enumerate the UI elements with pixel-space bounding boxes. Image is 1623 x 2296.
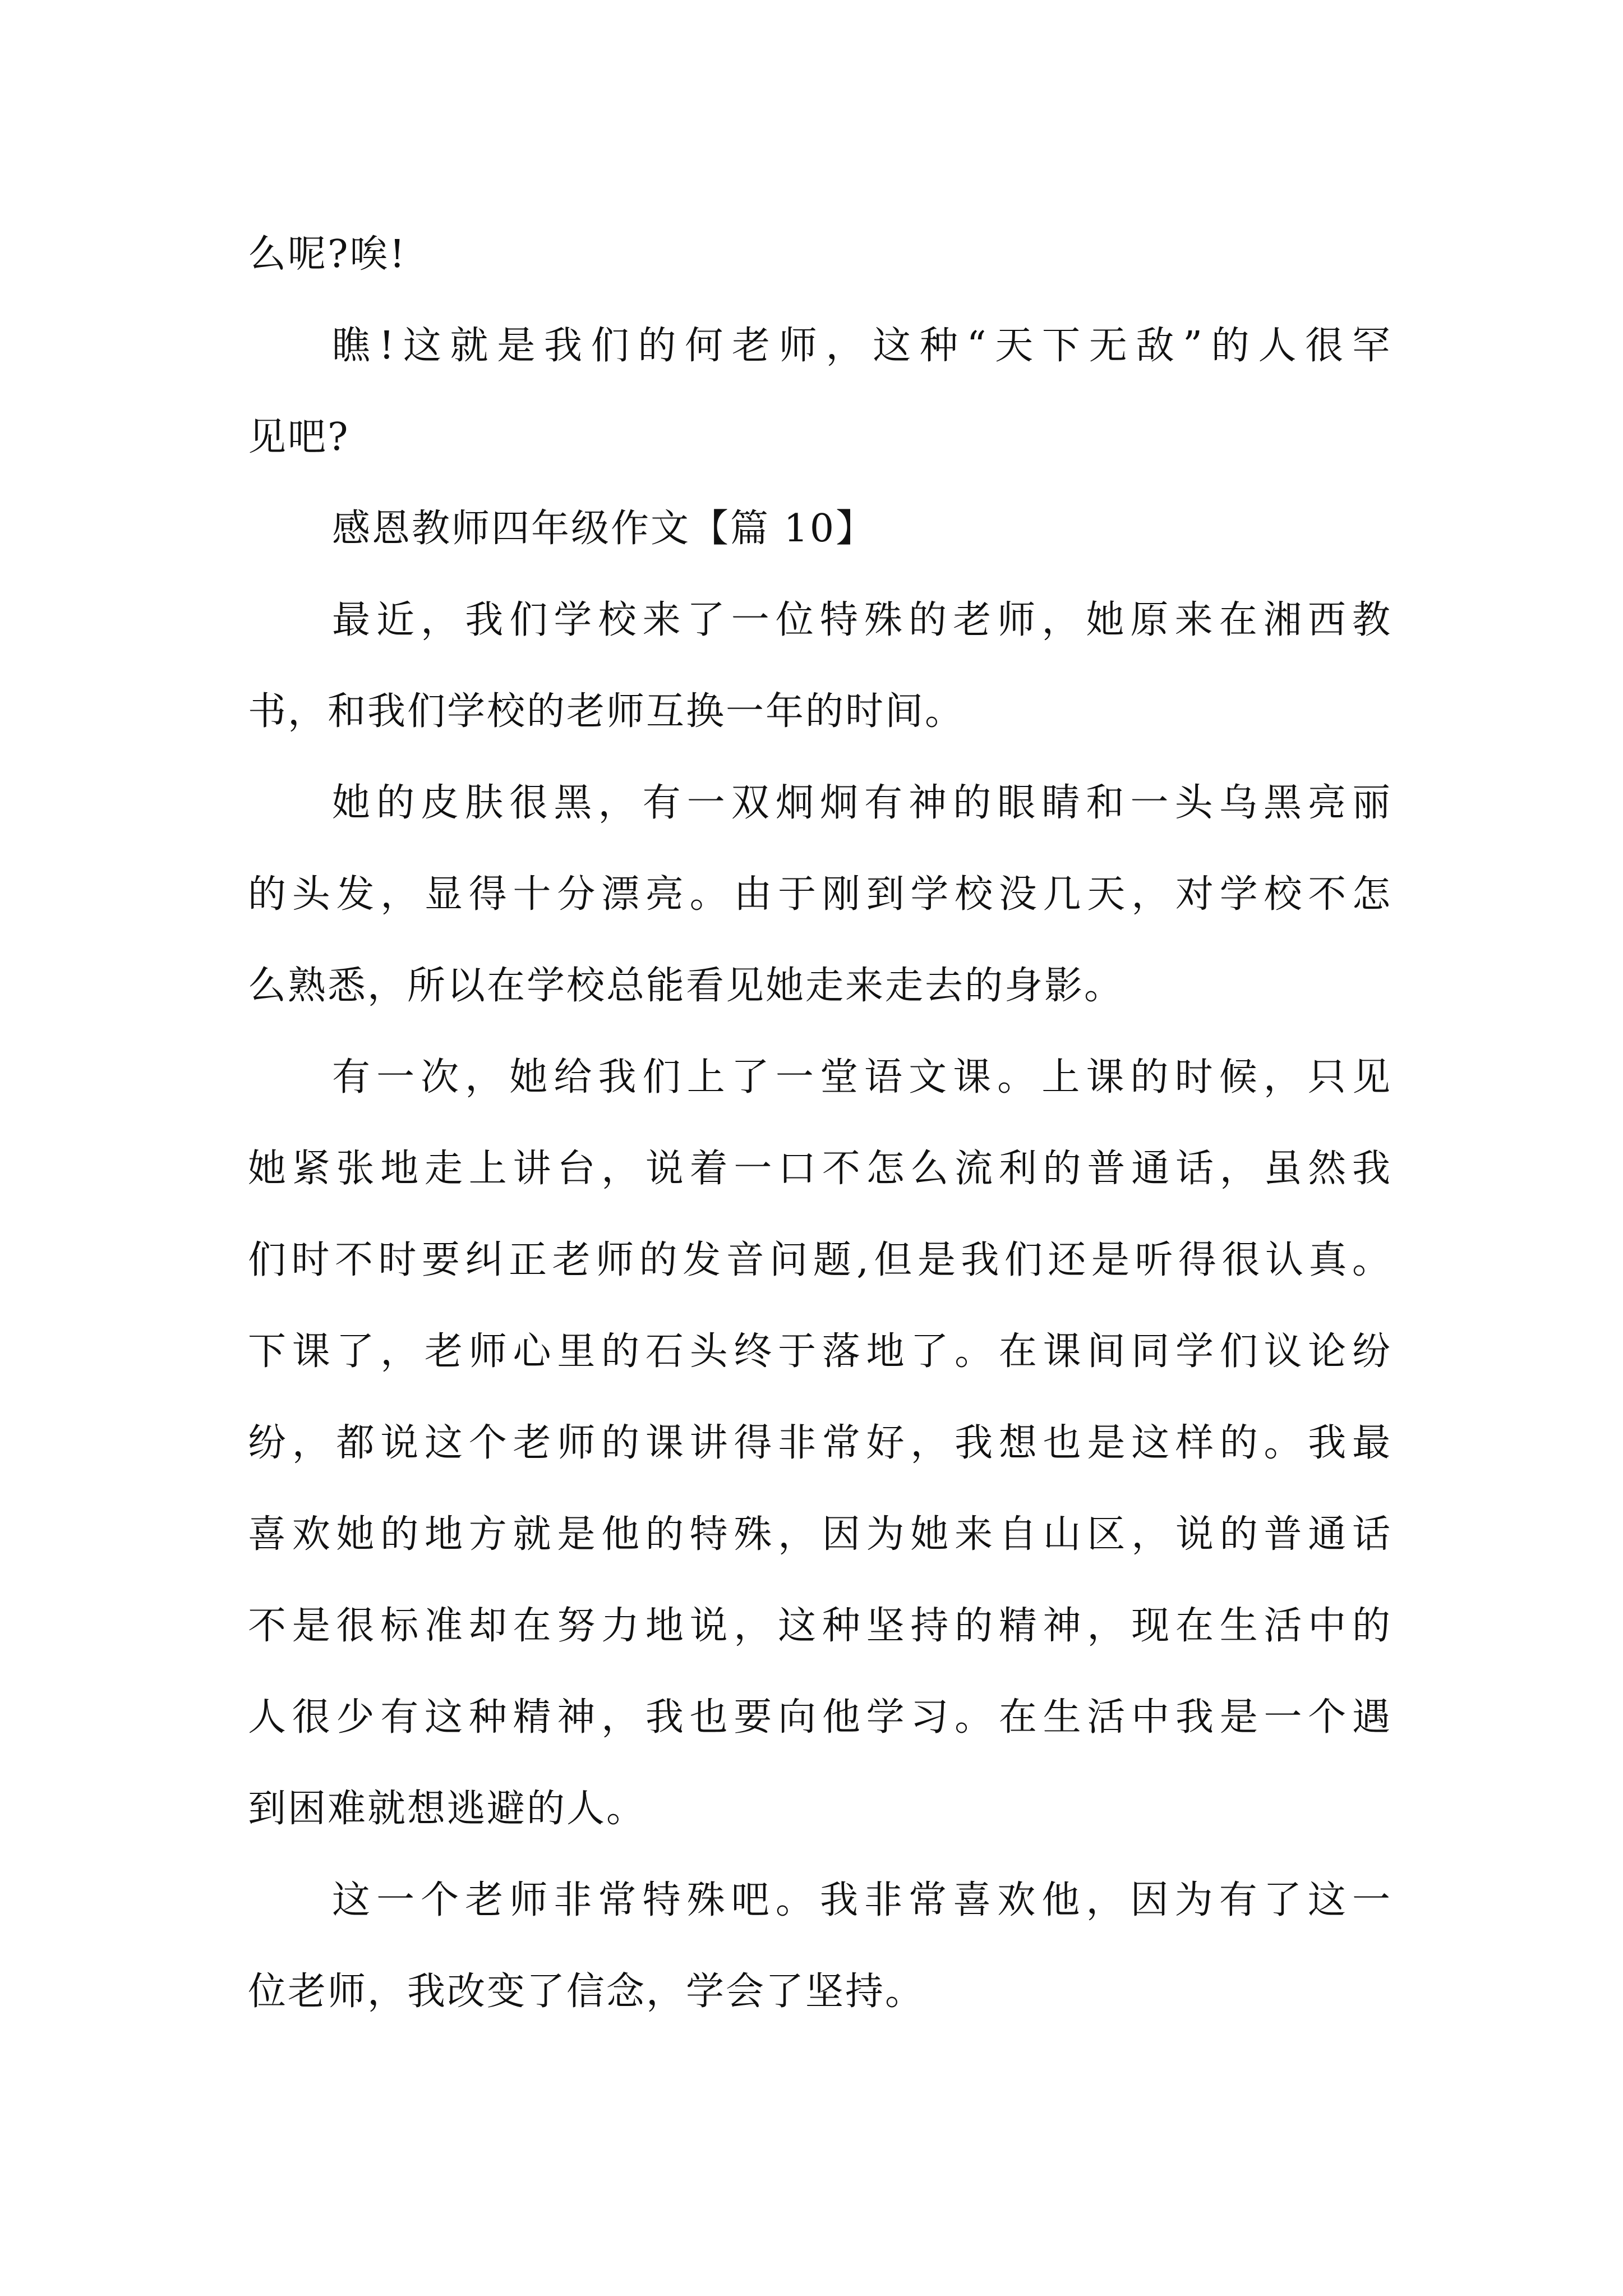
text-line: 最近，我们学校来了一位特殊的老师，她原来在湘西教 [332, 598, 1392, 642]
text-line: 们时不时要纠正老师的发音问题,但是我们还是听得很认真。 [248, 1238, 1392, 1282]
text-line: 的头发，显得十分漂亮。由于刚到学校没几天，对学校不怎 [248, 872, 1392, 917]
text-line: 见吧? [248, 415, 350, 459]
text-line: 纷，都说这个老师的课讲得非常好，我想也是这样的。我最 [248, 1421, 1392, 1465]
section-heading: 感恩教师四年级作文【篇 10】 [332, 507, 876, 551]
text-line: 瞧!这就是我们的何老师，这种“天下无敌”的人很罕 [332, 324, 1392, 368]
text-line: 这一个老师非常特殊吧。我非常喜欢他，因为有了这一 [332, 1878, 1392, 1922]
text-line: 不是很标准却在努力地说，这种坚持的精神，现在生活中的 [248, 1604, 1392, 1648]
text-line: 她的皮肤很黑，有一双炯炯有神的眼睛和一头乌黑亮丽 [332, 781, 1392, 825]
text-line: 位老师，我改变了信念，学会了坚持。 [248, 1970, 925, 2014]
text-line: 么熟悉，所以在学校总能看见她走来走去的身影。 [248, 964, 1124, 1008]
text-line: 到困难就想逃避的人。 [248, 1787, 647, 1831]
text-line: 么呢?唉! [248, 232, 407, 277]
text-line: 她紧张地走上讲台，说着一口不怎么流利的普通话，虽然我 [248, 1147, 1392, 1191]
text-line: 人很少有这种精神，我也要向他学习。在生活中我是一个遇 [248, 1695, 1392, 1740]
text-line: 下课了，老师心里的石头终于落地了。在课间同学们议论纷 [248, 1329, 1392, 1374]
essay-body [248, 209, 1392, 2037]
text-line: 喜欢她的地方就是他的特殊，因为她来自山区，说的普通话 [248, 1512, 1392, 1557]
text-line: 书，和我们学校的老师互换一年的时间。 [248, 689, 965, 734]
text-line: 有一次，她给我们上了一堂语文课。上课的时候，只见 [332, 1055, 1392, 1099]
